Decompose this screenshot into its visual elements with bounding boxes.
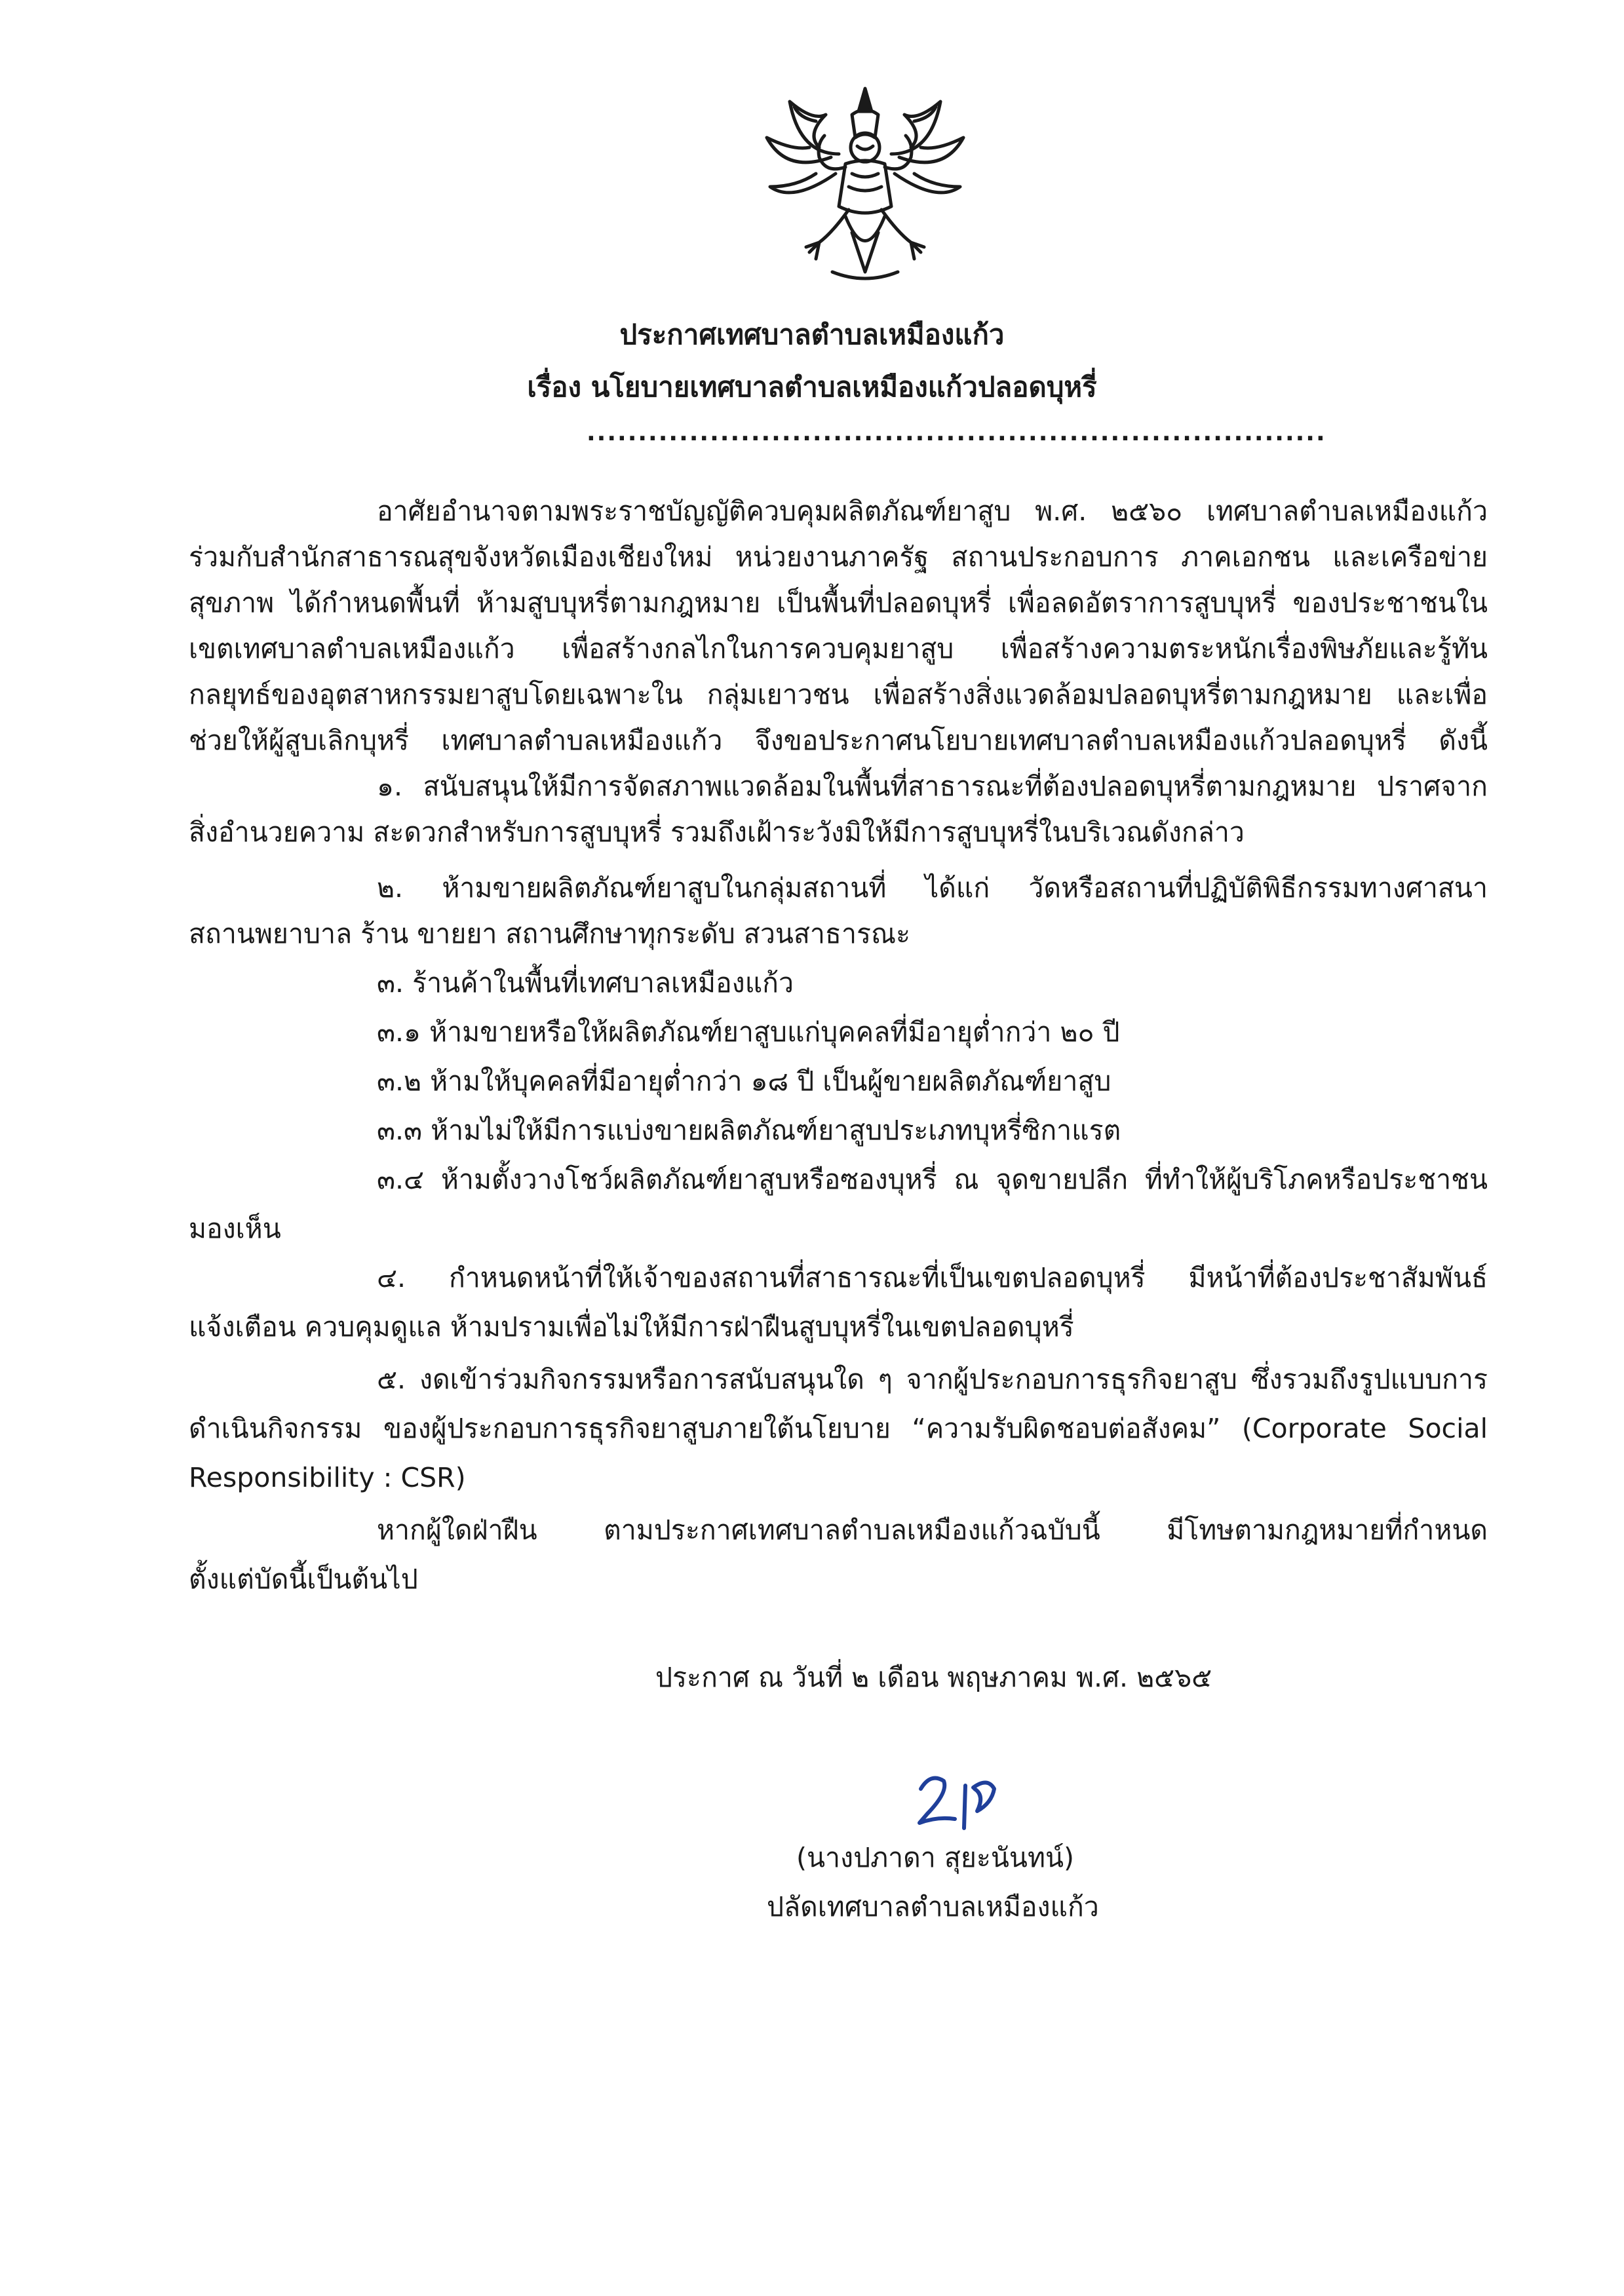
penalty-clause: หากผู้ใดฝ่าฝืน ตามประกาศเทศบาลตำบลเหมืองแก้วฉบับนี้ มีโทษตามกฎหมายที่กำหนด bbox=[377, 1514, 1488, 1546]
handwritten-signature bbox=[908, 1763, 1006, 1835]
policy-item-3: ๓. ร้านค้าในพื้นที่เทศบาลเหมืองแก้ว bbox=[377, 967, 794, 999]
paragraph-1-line: กลยุทธ์ของอุตสาหกรรมยาสูบโดยเฉพาะใน กลุ่มเยาวชน เพื่อสร้างสิ่งแวดล้อมปลอดบุหรี่ตามกฎหมาย และเพื่อ bbox=[189, 679, 1488, 710]
penalty-clause-cont: ตั้งแต่บัดนี้เป็นต้นไป bbox=[189, 1563, 418, 1595]
paragraph-1-line: ช่วยให้ผู้สูบเลิกบุหรี่ เทศบาลตำบลเหมืองแก้ว จึงขอประกาศนโยบายเทศบาลตำบลเหมืองแก้วปลอดบุหรี่ ดังนี้ bbox=[189, 725, 1488, 756]
policy-item-4-cont: แจ้งเตือน ควบคุมดูแล ห้ามปรามเพื่อไม่ให้มีการฝ่าฝืนสูบบุหรี่ในเขตปลอดบุหรี่ bbox=[189, 1311, 1074, 1343]
announcement-date: ประกาศ ณ วันที่ ๒ เดือน พฤษภาคม พ.ศ. ๒๕๖๕ bbox=[655, 1662, 1212, 1693]
paragraph-1-line: ร่วมกับสำนักสาธารณสุขจังหวัดเมืองเชียงใหม่ หน่วยงานภาครัฐ สถานประกอบการ ภาคเอกชน และเครือข่าย bbox=[189, 541, 1488, 573]
policy-item-4: ๔. กำหนดหน้าที่ให้เจ้าของสถานที่สาธารณะที่เป็นเขตปลอดบุหรี่ มีหน้าที่ต้องประชาสัมพันธ์ bbox=[377, 1262, 1488, 1293]
policy-item-5: ๕. งดเข้าร่วมกิจกรรมหรือการสนับสนุนใด ๆ จากผู้ประกอบการธุรกิจยาสูบ ซึ่งรวมถึงรูปแบบการ bbox=[377, 1364, 1488, 1395]
signer-position: ปลัดเทศบาลตำบลเหมืองแก้ว bbox=[767, 1891, 1099, 1923]
paragraph-1-line: สุขภาพ ได้กำหนดพื้นที่ ห้ามสูบบุหรี่ตามกฎหมาย เป็นพื้นที่ปลอดบุหรี่ เพื่อลดอัตราการสูบบุหรี่ ของประชาชนใน bbox=[189, 587, 1488, 619]
policy-item-3-4-cont: มองเห็น bbox=[189, 1213, 281, 1244]
announcement-subject: เรื่อง นโยบายเทศบาลตำบลเหมืองแก้วปลอดบุหรี่ bbox=[527, 371, 1097, 403]
policy-item-2: ๒. ห้ามขายผลิตภัณฑ์ยาสูบในกลุ่มสถานที่ ได้แก่ วัดหรือสถานที่ปฏิบัติพิธีกรรมทางศาสนา bbox=[377, 872, 1488, 904]
paragraph-1-line: อาศัยอำนาจตามพระราชบัญญัติควบคุมผลิตภัณฑ์ยาสูบ พ.ศ. ๒๕๖๐ เทศบาลตำบลเหมืองแก้ว bbox=[377, 495, 1488, 527]
policy-item-1: ๑. สนับสนุนให้มีการจัดสภาพแวดล้อมในพื้นที่สาธารณะที่ต้องปลอดบุหรี่ตามกฎหมาย ปราศจาก bbox=[377, 771, 1488, 802]
policy-item-3-2: ๓.๒ ห้ามให้บุคคลที่มีอายุต่ำกว่า ๑๘ ปี เป็นผู้ขายผลิตภัณฑ์ยาสูบ bbox=[377, 1065, 1112, 1097]
policy-item-5-cont: ดำเนินกิจกรรม ของผู้ประกอบการธุรกิจยาสูบภายใต้นโยบาย “ความรับผิดชอบต่อสังคม” (Corporate Social bbox=[189, 1413, 1488, 1444]
title-separator: ........................................................................ bbox=[587, 419, 1326, 446]
policy-item-1-cont: สิ่งอำนวยความ สะดวกสำหรับการสูบบุหรี่ รวมถึงเฝ้าระวังมิให้มีการสูบบุหรี่ในบริเวณดังกล่าว bbox=[189, 816, 1245, 848]
policy-item-3-1: ๓.๑ ห้ามขายหรือให้ผลิตภัณฑ์ยาสูบแก่บุคคลที่มีอายุต่ำกว่า ๒๐ ปี bbox=[377, 1016, 1120, 1048]
announcement-title: ประกาศเทศบาลตำบลเหมืองแก้ว bbox=[619, 318, 1005, 351]
policy-item-3-3: ๓.๓ ห้ามไม่ให้มีการแบ่งขายผลิตภัณฑ์ยาสูบประเภทบุหรี่ซิกาแรต bbox=[377, 1115, 1121, 1146]
garuda-emblem-icon bbox=[754, 75, 976, 292]
policy-item-2-cont: สถานพยาบาล ร้าน ขายยา สถานศึกษาทุกระดับ สวนสาธารณะ bbox=[189, 918, 911, 949]
signer-name: (นางปภาดา สุยะนันทน์) bbox=[796, 1842, 1074, 1873]
policy-item-3-4: ๓.๔ ห้ามตั้งวางโชว์ผลิตภัณฑ์ยาสูบหรือซองบุหรี่ ณ จุดขายปลีก ที่ทำให้ผู้บริโภคหรือประชาชน bbox=[377, 1164, 1488, 1195]
paragraph-1-line: เขตเทศบาลตำบลเหมืองแก้ว เพื่อสร้างกลไกในการควบคุมยาสูบ เพื่อสร้างความตระหนักเรื่องพิษภัยและรู้ทัน bbox=[189, 633, 1488, 664]
policy-item-5-cont: Responsibility : CSR) bbox=[189, 1462, 466, 1493]
